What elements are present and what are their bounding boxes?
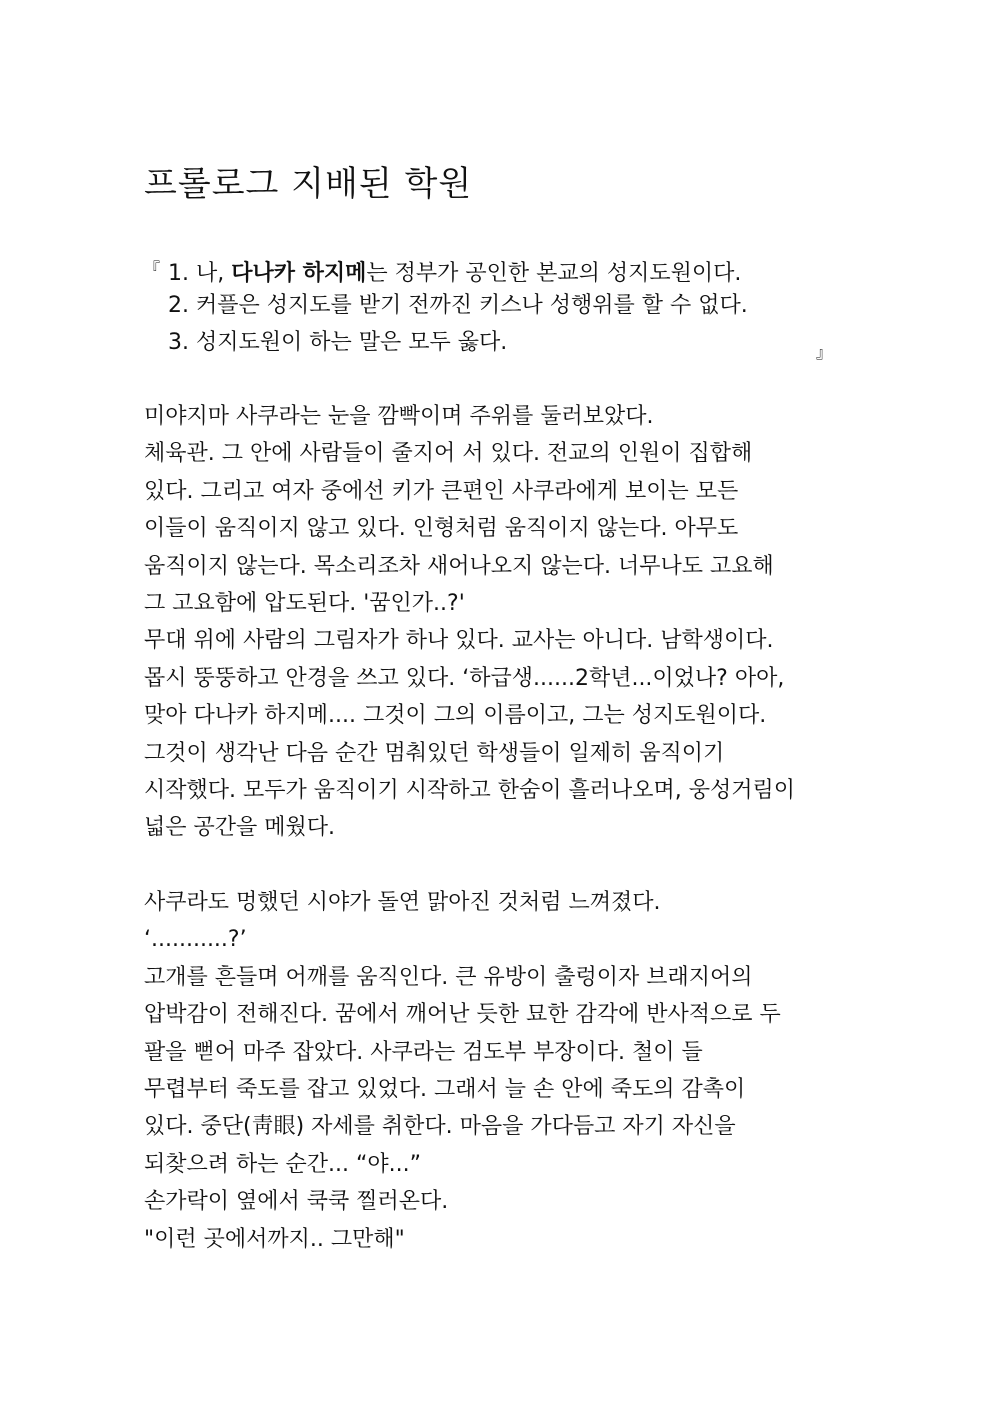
rule-item-2: 2. 커플은 성지도를 받기 전까진 키스나 성행위를 할 수 없다. — [168, 293, 748, 318]
text-line: ‘...........?’ — [144, 927, 247, 953]
text-line: 무렵부터 죽도를 잡고 있었다. 그래서 늘 손 안에 죽도의 감촉이 — [144, 1077, 746, 1103]
rule-1-prefix: 1. 나, — [168, 261, 232, 286]
text-line: 미야지마 사쿠라는 눈을 깜빡이며 주위를 둘러보았다. — [144, 404, 654, 429]
text-line: 있다. 그리고 여자 중에선 키가 큰편인 사쿠라에게 보이는 모든 — [144, 478, 739, 504]
story-body — [144, 398, 864, 1258]
rule-1-suffix: 는 정부가 공인한 본교의 성지도원이다. — [366, 261, 742, 286]
text-line: 이들이 움직이지 않고 있다. 인형처럼 움직이지 않는다. 아무도 — [144, 516, 739, 542]
text-line: "이런 곳에서까지.. 그만해" — [144, 1226, 405, 1252]
text-line: 되찾으려 하는 순간... “야...” — [144, 1151, 422, 1177]
paragraph-2 — [144, 884, 864, 1258]
rule-item-3: 3. 성지도원이 하는 말은 모두 옳다. — [168, 330, 508, 355]
open-bracket: 『 — [144, 259, 161, 278]
paragraph-spacer — [144, 847, 864, 884]
text-line: 있다. 중단(靑眼) 자세를 취한다. 마음을 가다듬고 자기 자신을 — [144, 1114, 736, 1140]
text-line: 압박감이 전해진다. 꿈에서 깨어난 듯한 묘한 감각에 반사적으로 두 — [144, 1002, 781, 1028]
text-line: 그것이 생각난 다음 순간 멈춰있던 학생들이 일제히 움직이기 — [144, 740, 725, 766]
rule-1-name: 다나카 하지메 — [231, 261, 367, 286]
text-line: 팔을 뻗어 마주 잡았다. 사쿠라는 검도부 부장이다. 철이 들 — [144, 1039, 703, 1065]
text-line: 그 고요함에 압도된다. '꿈인가..?' — [144, 590, 465, 616]
text-line: 맞아 다나카 하지메.... 그것이 그의 이름이고, 그는 성지도원이다. — [144, 703, 767, 729]
text-line: 사쿠라도 멍했던 시야가 돌연 맑아진 것처럼 느껴졌다. — [144, 890, 661, 916]
text-line: 움직이지 않는다. 목소리조차 새어나오지 않는다. 너무나도 고요해 — [144, 553, 774, 579]
rule-item-1 — [144, 252, 741, 291]
text-line: 몹시 뚱뚱하고 안경을 쓰고 있다. ‘하급생......2학년...이었나? 아아, — [144, 665, 785, 691]
text-line: 시작했다. 모두가 움직이기 시작하고 한숨이 흘러나오며, 웅성거림이 — [144, 777, 796, 803]
text-line: 무대 위에 사람의 그림자가 하나 있다. 교사는 아니다. 남학생이다. — [144, 628, 774, 654]
chapter-title: 프롤로그 지배된 학원 — [144, 164, 473, 204]
text-line: 체육관. 그 안에 사람들이 줄지어 서 있다. 전교의 인원이 집합해 — [144, 441, 753, 467]
text-line: 고개를 흔들며 어깨를 움직인다. 큰 유방이 출렁이자 브래지어의 — [144, 964, 753, 990]
text-line: 손가락이 옆에서 쿡쿡 찔러온다. — [144, 1189, 449, 1215]
text-line: 넓은 공간을 메웠다. — [144, 815, 335, 841]
paragraph-1 — [144, 398, 864, 847]
close-bracket: 』 — [816, 343, 833, 362]
